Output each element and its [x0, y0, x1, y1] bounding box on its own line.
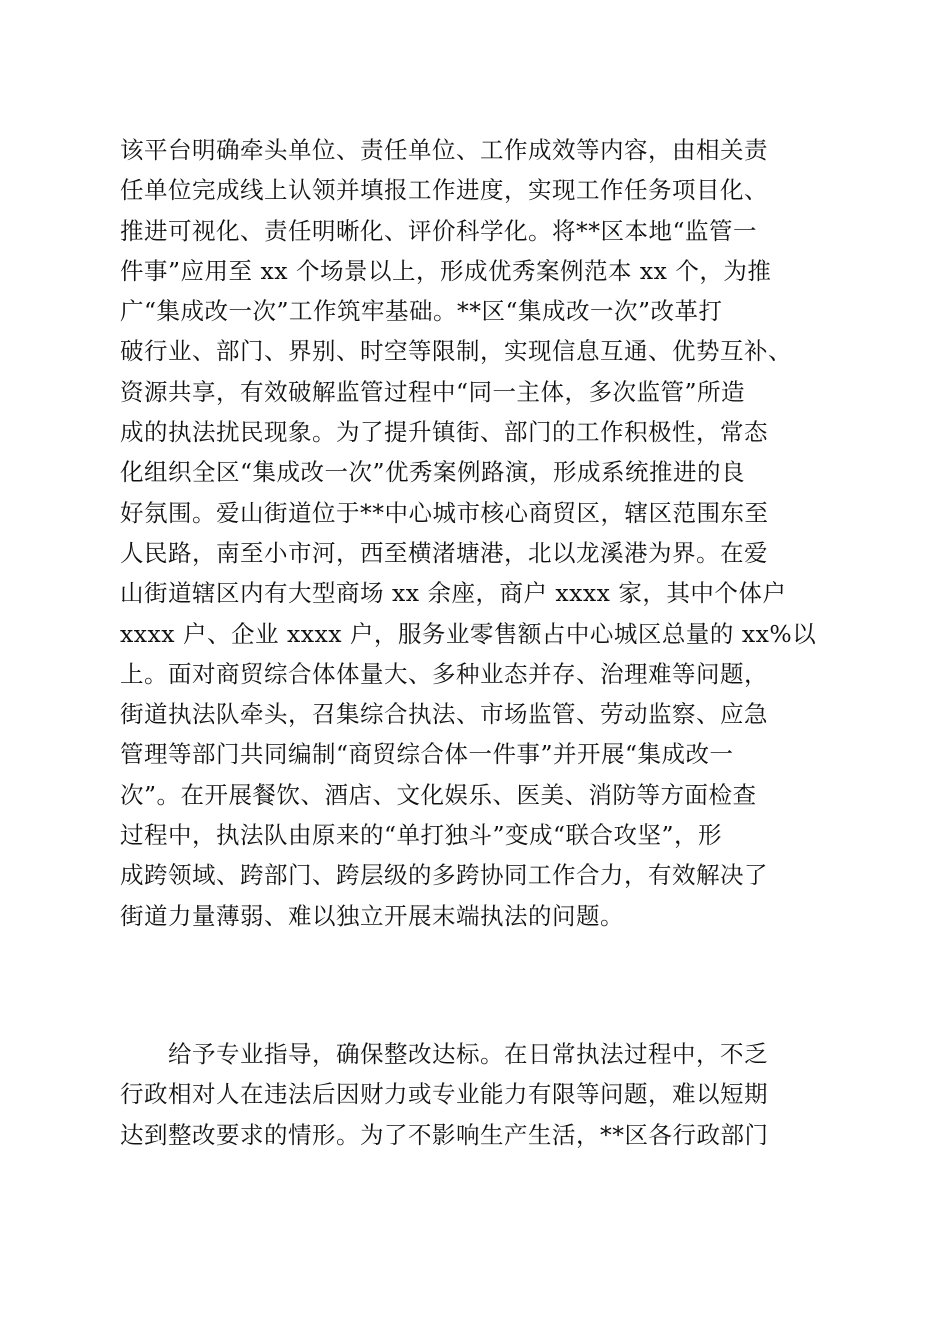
- paragraph-line: 管理等部门共同编制“商贸综合体一件事”并开展“集成改一: [120, 740, 734, 769]
- paragraph-line: 人民路，南至小市河，西至横渚塘港，北以龙溪港为界。在爱: [120, 538, 768, 567]
- paragraph-line: 街道执法队牵头，召集综合执法、市场监管、劳动监察、应急: [120, 700, 768, 729]
- paragraph-line: 山街道辖区内有大型商场 xx 余座，商户 xxxx 家，其中个体户: [120, 579, 787, 608]
- paragraph-line: 破行业、部门、界别、时空等限制，实现信息互通、优势互补、: [120, 337, 792, 366]
- paragraph-line: 该平台明确牵头单位、责任单位、工作成效等内容，由相关责: [120, 136, 768, 164]
- paragraph-line: 过程中，执法队由原来的“单打独斗”变成“联合攻坚”，形: [120, 821, 723, 850]
- paragraph-line: 给予专业指导，确保整改达标。在日常执法过程中，不乏: [168, 1040, 768, 1068]
- paragraph-line: 街道力量薄弱、难以独立开展末端执法的问题。: [120, 901, 624, 930]
- paragraph-line: 化组织全区“集成改一次”优秀案例路演，形成系统推进的良: [120, 458, 746, 487]
- paragraph-line: 达到整改要求的情形。为了不影响生产生活，**区各行政部门: [120, 1120, 769, 1149]
- paragraph-line: 上。面对商贸综合体体量大、多种业态并存、治理难等问题，: [120, 659, 768, 688]
- paragraph-line: 推进可视化、责任明晰化、评价科学化。将**区本地“监管一: [120, 216, 758, 245]
- paragraph-line: 好氛围。爱山街道位于**中心城市核心商贸区，辖区范围东至: [120, 498, 769, 527]
- paragraph-line: 任单位完成线上认领并填报工作进度，实现工作任务项目化、: [120, 176, 768, 205]
- paragraph-line: 行政相对人在违法后因财力或专业能力有限等问题，难以短期: [120, 1080, 768, 1109]
- paragraph-2: [120, 1034, 840, 1155]
- paragraph-line: xxxx 户、企业 xxxx 户，服务业零售额占中心城区总量的 xx%以: [120, 619, 817, 648]
- paragraph-line: 次”。在开展餐饮、酒店、文化娱乐、医美、消防等方面检查: [120, 780, 757, 809]
- paragraph-1: [120, 130, 840, 936]
- paragraph-line: 资源共享，有效破解监管过程中“同一主体，多次监管”所造: [120, 377, 746, 406]
- paragraph-line: 件事”应用至 xx 个场景以上，形成优秀案例范本 xx 个，为推: [120, 256, 772, 285]
- paragraph-line: 成的执法扰民现象。为了提升镇街、部门的工作积极性，常态: [120, 418, 768, 447]
- paragraph-line: 广“集成改一次”工作筑牢基础。**区“集成改一次”改革打: [120, 297, 723, 326]
- paragraph-line: 成跨领域、跨部门、跨层级的多跨协同工作合力，有效解决了: [120, 861, 768, 890]
